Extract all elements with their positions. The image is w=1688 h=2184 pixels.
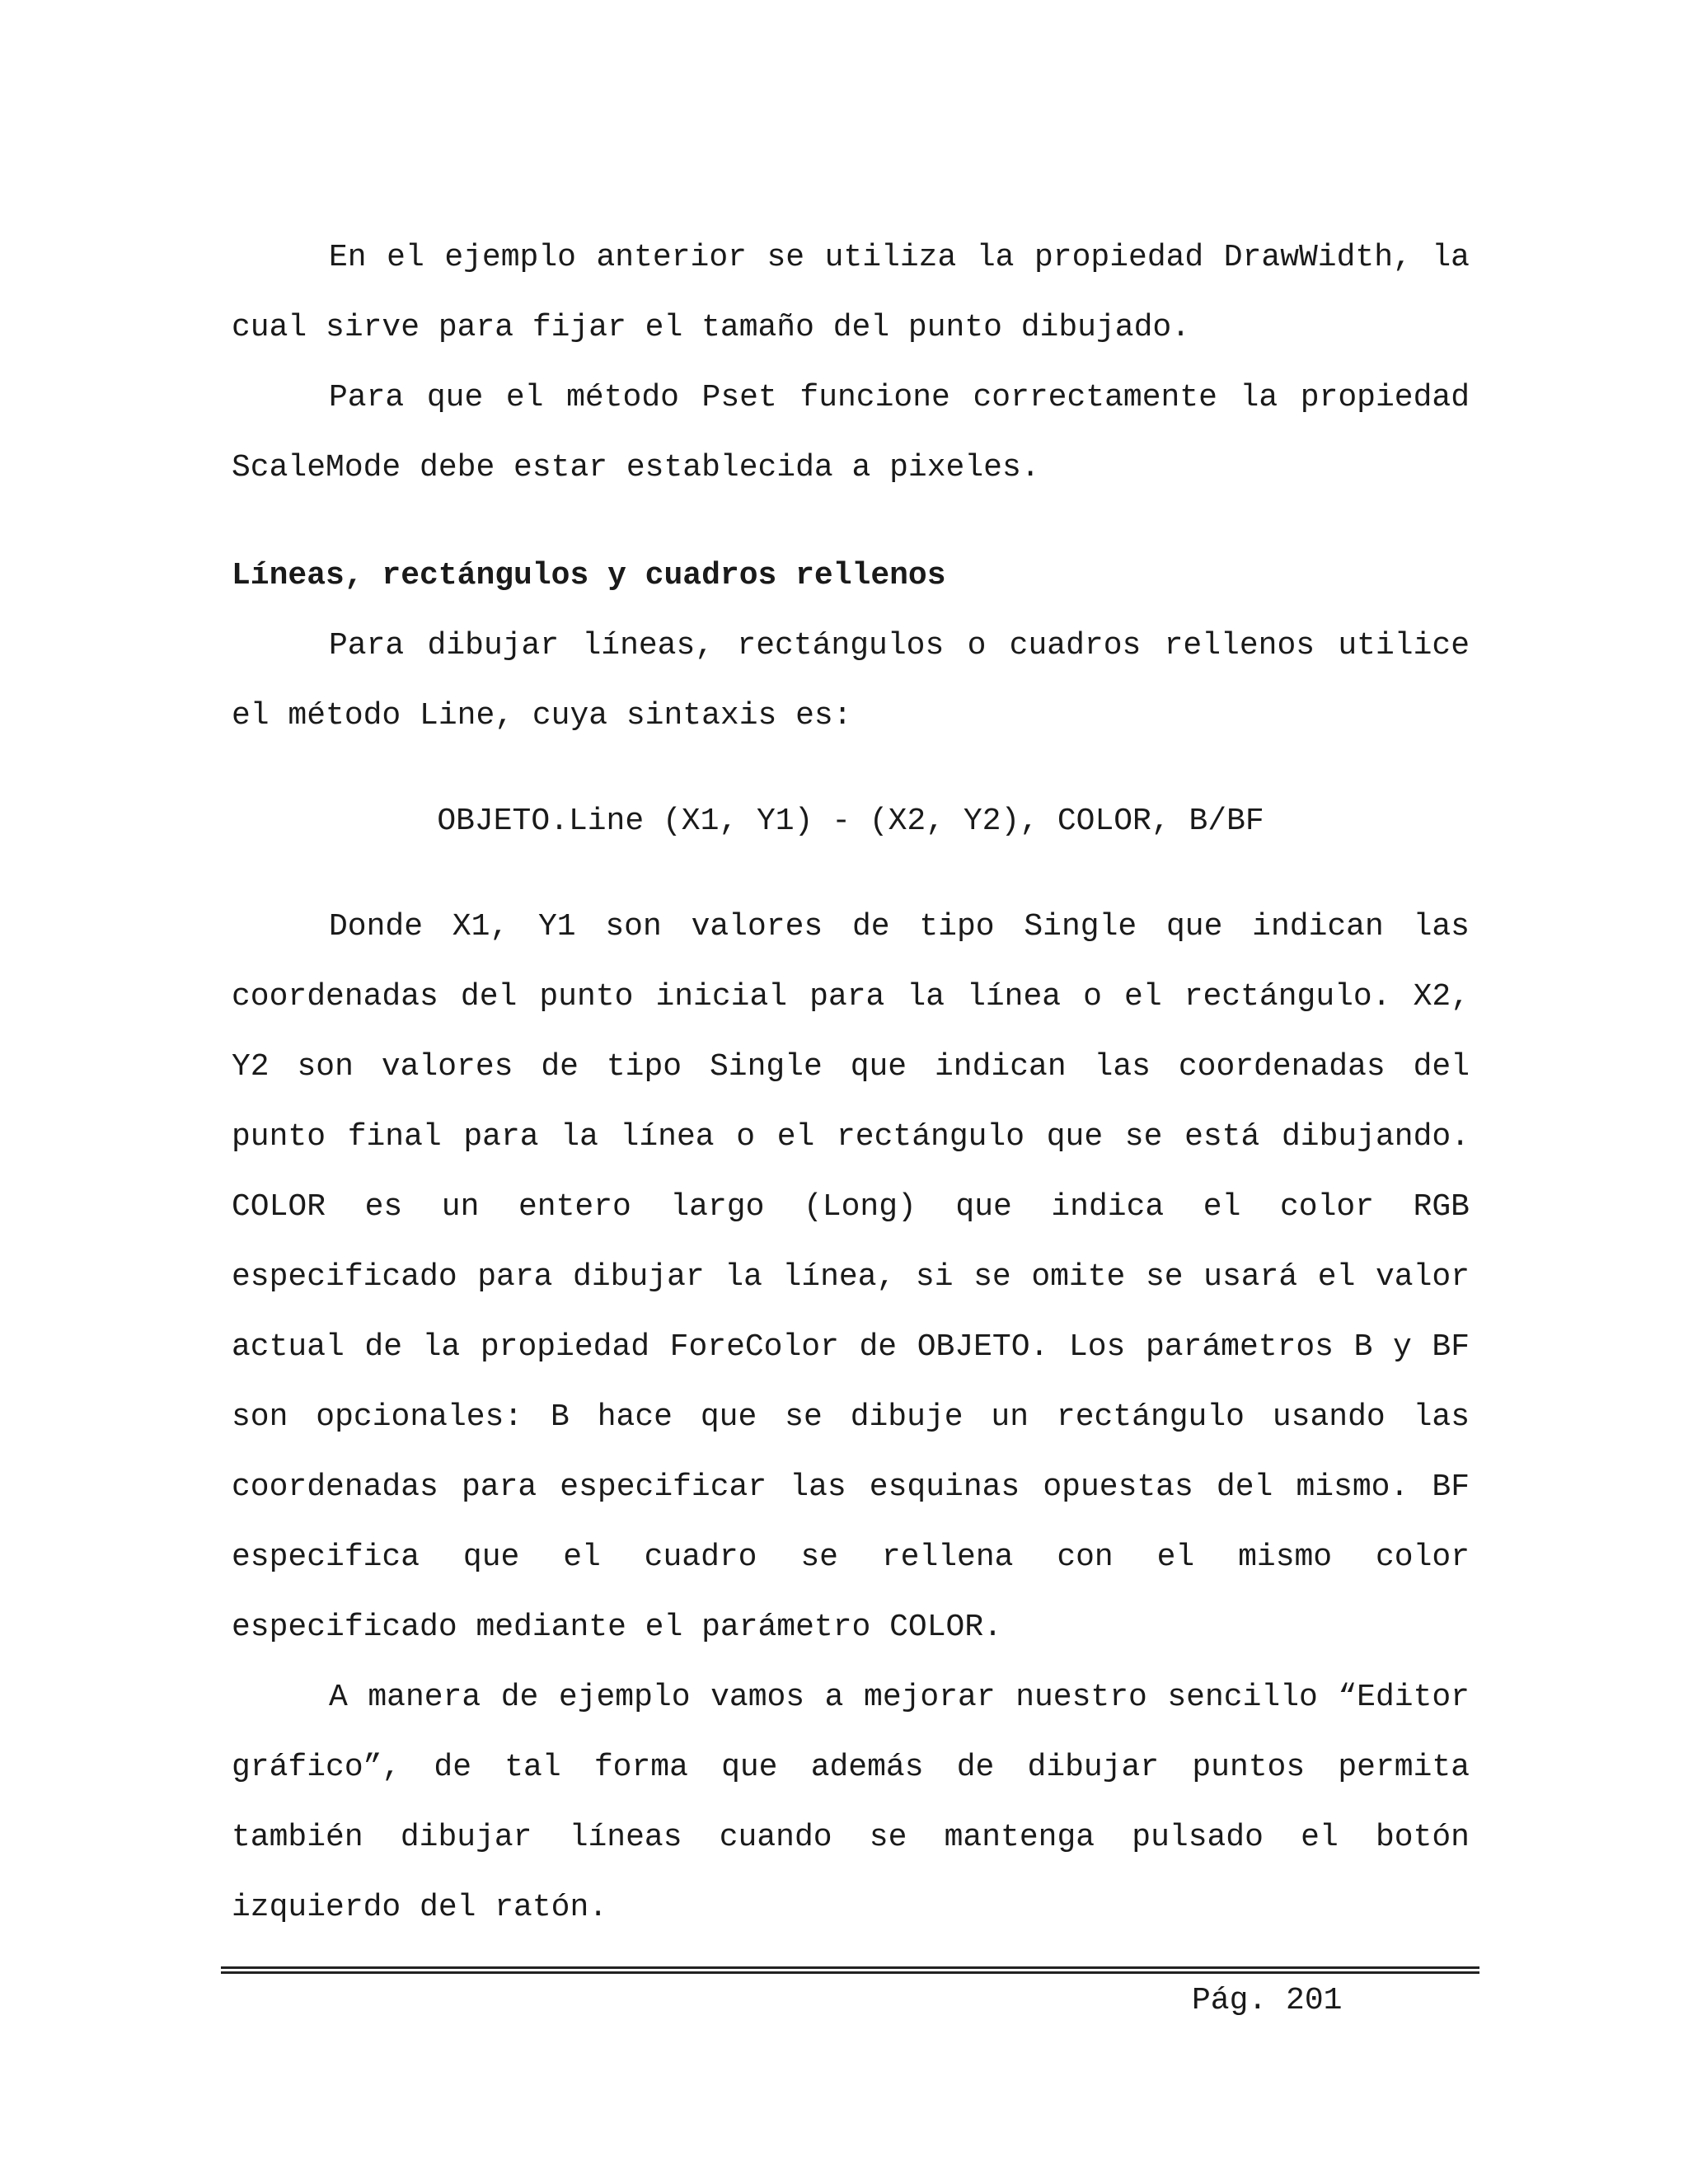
body-text: [232, 223, 1470, 1943]
paragraph-drawwidth: En el ejemplo anterior se utiliza la propiedad DrawWidth, la cual sirve para fijar el tamaño del punto dibujado.: [232, 240, 1470, 345]
syntax-line: OBJETO.Line (X1, Y1) - (X2, Y2), COLOR, B/BF: [437, 804, 1264, 839]
paragraph-line-intro: Para dibujar líneas, rectángulos o cuadros rellenos utilice el método Line, cuya sintaxis es:: [232, 628, 1470, 733]
paragraph-example: A manera de ejemplo vamos a mejorar nuestro sencillo “Editor gráfico”, de tal forma que además de dibujar puntos permita también dibujar líneas cuando se mantenga pulsado el botón izquierdo del ratón.: [232, 1680, 1470, 1925]
footer-double-rule: [221, 1966, 1479, 1974]
page-number: Pág. 201: [1192, 1983, 1343, 2018]
section-heading: Líneas, rectángulos y cuadros rellenos: [232, 558, 946, 593]
paragraph-parameters: Donde X1, Y1 son valores de tipo Single que indican las coordenadas del punto inicial para la línea o el rectángulo. X2, Y2 son valores de tipo Single que indican las coordenadas del punto final para la línea o el rectángulo que se está dibujando. COLOR es un entero largo (Long) que indica el color RGB especificado para dibujar la línea, si se omite se usará el valor actual de la propiedad ForeColor de OBJETO. Los parámetros B y BF son opcionales: B hace que se dibuje un rectángulo usando las coordenadas para especificar las esquinas opuestas del mismo. BF especifica que el cuadro se rellena con el mismo color especificado mediante el parámetro COLOR.: [232, 909, 1470, 1645]
paragraph-pset: Para que el método Pset funcione correctamente la propiedad ScaleMode debe estar establecida a pixeles.: [232, 380, 1470, 485]
